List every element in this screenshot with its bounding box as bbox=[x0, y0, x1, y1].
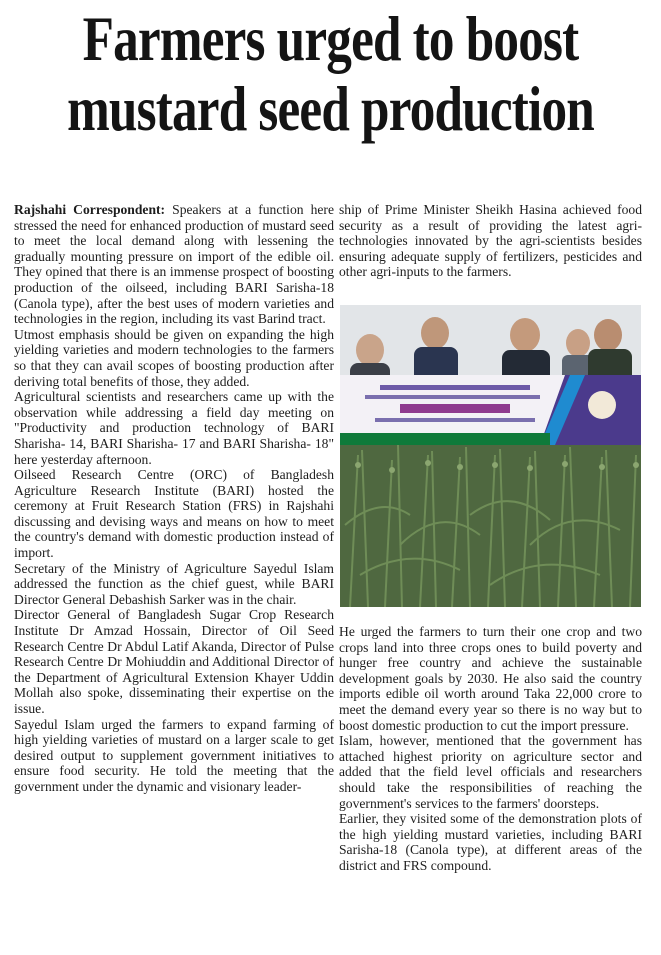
paragraph-3: Agricultural scientists and researchers came up with the observation while addressing a field day meeting on "Productivity and production technology of BARI Sharisha- 14, BARI Sharisha- 17 and BARI Sharisha- 18" here yesterday afternoon. bbox=[14, 389, 334, 467]
paragraph-5: Secretary of the Ministry of Agriculture Sayedul Islam addressed the function as the chief guest, while BARI Director General Debashish Sarker was in the chair. bbox=[14, 560, 334, 607]
headline bbox=[66, 4, 595, 144]
paragraph-11: Earlier, they visited some of the demonstration plots of the high yielding mustard varieties, including BARI Sarisha-18 (Canola type), at different areas of the district and FRS compound. bbox=[339, 811, 642, 873]
mustard-plants bbox=[340, 445, 641, 607]
byline: Rajshahi Correspondent: bbox=[14, 202, 166, 217]
paragraph-9: He urged the farmers to turn their one crop and two crops land into three crops ones to build poverty and hunger free country and achieve the sustainable development goals by 2030. He also said the country imports edible oil worth around Taka 22,000 crore to meet the demand every year so there is no way but to boost domestic production to cut the import pressure. bbox=[339, 624, 642, 733]
article-column-right-bottom bbox=[339, 624, 642, 874]
event-banner bbox=[340, 375, 641, 445]
paragraph-2: Utmost emphasis should be given on expanding the high yielding varieties and modern technologies to the farmers so that they can avail scopes of boosting production after deriving total benefits of those, they added. bbox=[14, 326, 334, 389]
article-column-left bbox=[14, 202, 334, 795]
paragraph-7: Sayedul Islam urged the farmers to expand farming of high yielding varieties of mustard on a larger scale to get desired output to supplement government initiatives to ensure food security. He told the meeting that the government under the dynamic and visionary leader- bbox=[14, 716, 334, 794]
paragraph-1 bbox=[14, 202, 334, 327]
paragraph-8: ship of Prime Minister Sheikh Hasina achieved food security as a result of providing the latest agri-technologies innovated by the agri-scientists besides ensuring adequate supply of fertilizers, pesticides and other agri-inputs to the farmers. bbox=[339, 202, 642, 280]
headline-line-2: mustard seed production bbox=[67, 73, 594, 144]
paragraph-1-text: Speakers at a function here stressed the need for enhanced production of mustard seed to meet the local demand along with lessening the gradually mounting pressure on import of the edible oil. They opined that there is an immense prospect of boosting production of the oilseed, including BARI Sarisha-18 (Canola type), after the best uses of modern varieties and technologies in the region, including its vast Barind tract. bbox=[14, 202, 334, 327]
headline-line-1: Farmers urged to boost bbox=[82, 3, 579, 74]
field-day-photo bbox=[340, 305, 641, 607]
photo-illustration bbox=[340, 305, 641, 607]
paragraph-4: Oilseed Research Centre (ORC) of Bangladesh Agriculture Research Institute (BARI) hosted the ceremony at Fruit Research Station (FRS) in Rajshahi discussing and devising ways and means on how to meet the country's demand with domestic production instead of import. bbox=[14, 467, 334, 561]
article-column-right-top bbox=[339, 202, 642, 280]
paragraph-6: Director General of Bangladesh Sugar Crop Research Institute Dr Amzad Hossain, Director of Oil Seed Research Centre Dr Abdul Latif Akanda, Director of Pulse Research Centre Dr Mohiuddin and Additional Director of the Department of Agricultural Extension Khayer Uddin Mollah also spoke, disseminating their expertise on the issue. bbox=[14, 607, 334, 716]
paragraph-10: Islam, however, mentioned that the government has attached highest priority on agriculture sector and added that the field level officials and researchers should take the responsibilities of reaching the government's services to the farmers' doorsteps. bbox=[339, 733, 642, 811]
